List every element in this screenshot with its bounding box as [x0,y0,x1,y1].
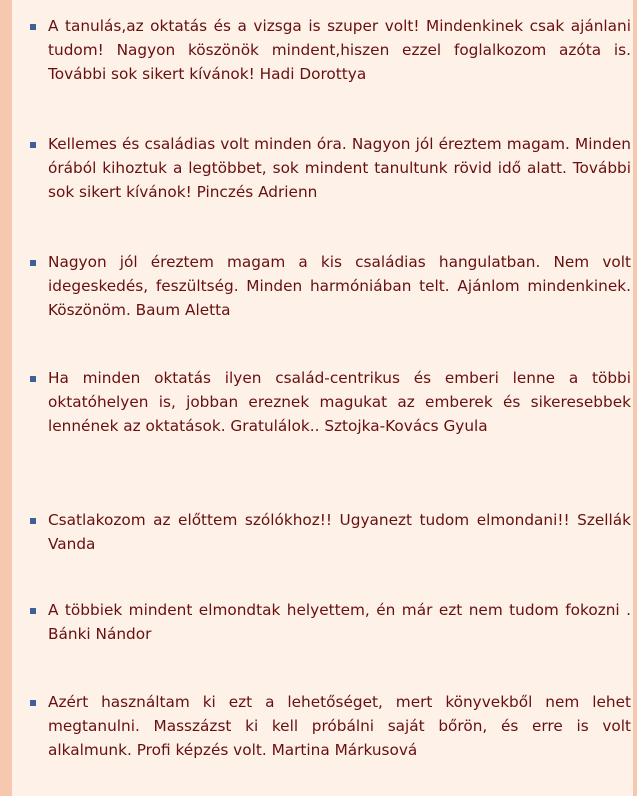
testimonial-text: A többiek mindent elmondtak helyettem, én már ezt nem tudom fokozni . Bánki Nándor [48,601,631,643]
testimonial-item [48,598,631,646]
square-bullet-icon [30,260,36,266]
square-bullet-icon [30,518,36,524]
testimonial-item [48,690,631,762]
testimonial-item [48,14,631,86]
testimonial-text: A tanulás,az oktatás és a vizsga is szuper volt! Mindenkinek csak ajánlani tudom! Nagyon köszönök mindent,hiszen ezzel foglalkozom azóta is. További sok sikert kívánok! Hadi Dorottya [48,17,631,83]
square-bullet-icon [30,608,36,614]
testimonial-item [48,132,631,204]
square-bullet-icon [30,24,36,30]
testimonial-text: Nagyon jól éreztem magam a kis családias hangulatban. Nem volt idegeskedés, feszültség. Minden harmóniában telt. Ajánlom mindenkinek. Köszönöm. Baum Aletta [48,253,631,319]
testimonial-item [48,250,631,322]
testimonials-panel [12,0,633,796]
square-bullet-icon [30,700,36,706]
testimonial-item [48,508,631,556]
square-bullet-icon [30,376,36,382]
testimonial-text: Csatlakozom az előttem szólókhoz!! Ugyanezt tudom elmondani!! Szellák Vanda [48,511,631,553]
testimonial-text: Azért használtam ki ezt a lehetőséget, mert könyvekből nem lehet megtanulni. Masszázst ki kell próbálni saját bőrön, és erre is volt alkalmunk. Profi képzés volt. Martina Márkusová [48,693,631,759]
testimonial-text: Ha minden oktatás ilyen család-centrikus és emberi lenne a többi oktatóhelyen is, jobban ereznek magukat az emberek és sikeresebbek lennének az oktatások. Gratulálok.. Sztojka-Kovács Gyula [48,369,631,435]
testimonial-text: Kellemes és családias volt minden óra. Nagyon jól éreztem magam. Minden órából kihoztuk a legtöbbet, sok mindent tanultunk rövid idő alatt. További sok sikert kívánok! Pinczés Adrienn [48,135,631,201]
square-bullet-icon [30,142,36,148]
testimonial-item [48,366,631,438]
